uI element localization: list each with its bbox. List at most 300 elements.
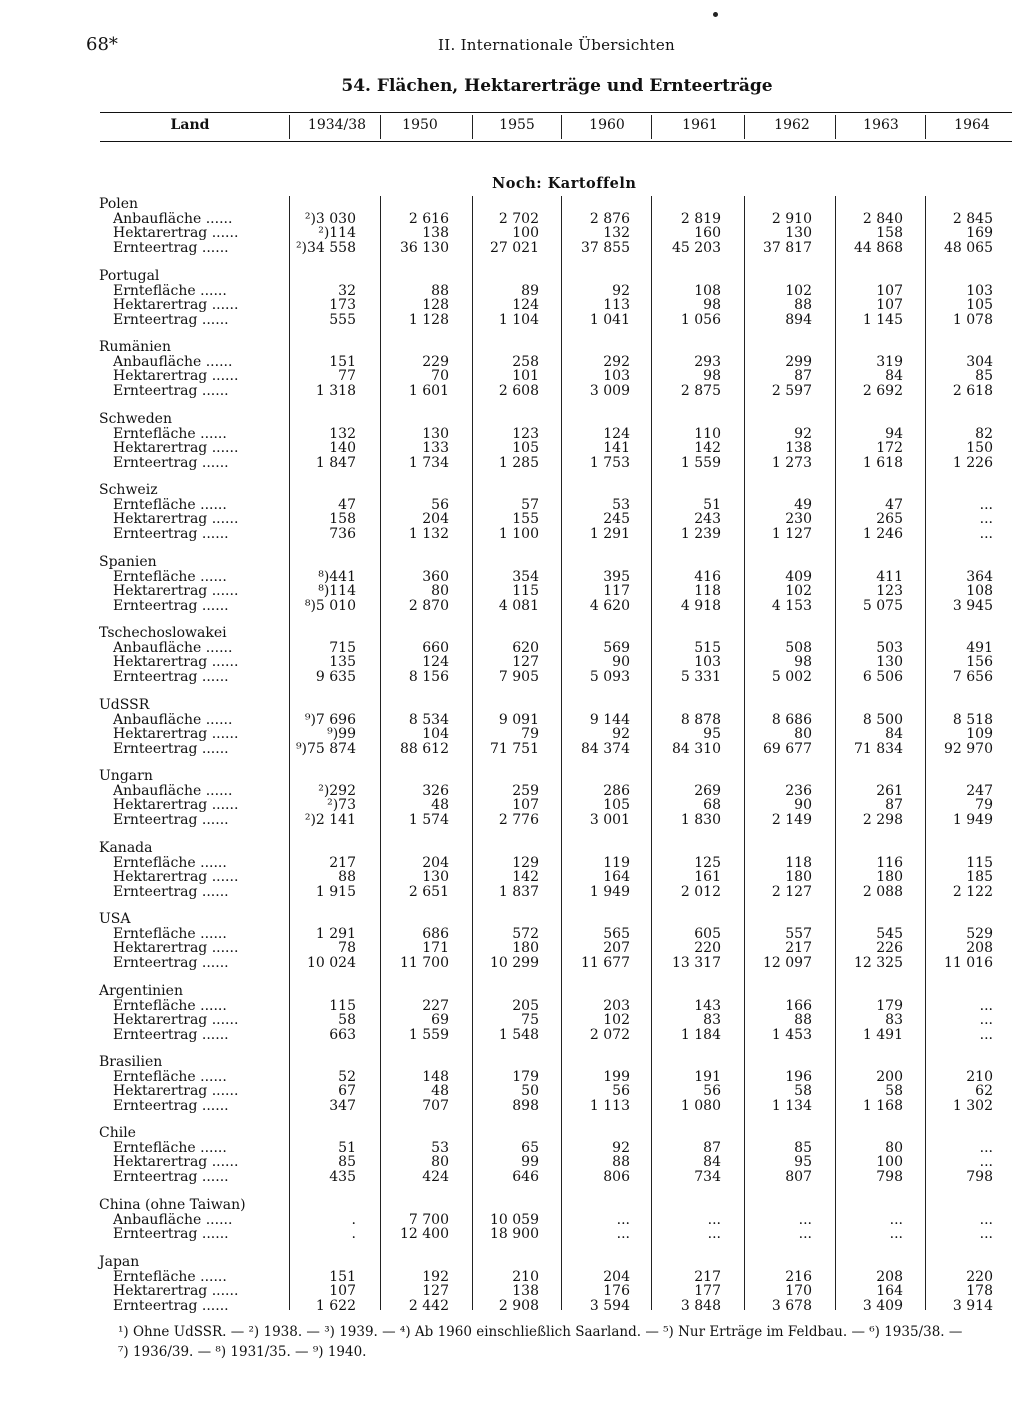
table-cell: 1 184 (680, 1026, 721, 1043)
table-cell: 3 945 (952, 597, 993, 614)
metric-label: Anbaufläche ...... (113, 782, 233, 799)
table-cell: 292 (603, 353, 630, 370)
table-cell: 247 (966, 782, 993, 799)
table-cell: 1 302 (952, 1097, 993, 1114)
header-divider (925, 115, 926, 139)
column-header-year: 1934/38 (307, 117, 367, 133)
table-cell: 409 (785, 568, 812, 585)
table-cell: 806 (603, 1168, 630, 1185)
column-header-year: 1964 (954, 117, 990, 133)
table-cell: 707 (422, 1097, 449, 1114)
table-cell: 364 (966, 568, 993, 585)
table-cell: 286 (603, 782, 630, 799)
table-cell: ²)73 (327, 797, 356, 814)
table-cell: 1 056 (680, 311, 721, 328)
table-cell: 220 (694, 940, 721, 957)
table-cell: 5 093 (589, 668, 630, 685)
table-cell: 99 (521, 1154, 539, 1171)
metric-label: Hektarertrag ...... (113, 511, 239, 528)
table-cell: 243 (694, 511, 721, 528)
footnotes (118, 1322, 1018, 1362)
table-cell: 117 (603, 583, 630, 600)
table-cell: 1 915 (315, 883, 356, 900)
table-cell: 1 132 (408, 525, 449, 542)
table-cell: 100 (512, 225, 539, 242)
table-cell: 360 (422, 568, 449, 585)
table-cell: 84 374 (581, 740, 630, 757)
table-cell: 18 900 (490, 1226, 539, 1243)
table-cell: 191 (694, 1068, 721, 1085)
table-cell: 118 (785, 854, 812, 871)
table-cell: ... (979, 1154, 993, 1171)
metric-label: Hektarertrag ...... (113, 1083, 239, 1100)
column-header-year: 1962 (774, 117, 810, 133)
table-cell: 107 (329, 1283, 356, 1300)
metric-label: Ernteertrag ...... (113, 382, 229, 399)
table-cell: 88 612 (400, 740, 449, 757)
table-cell: 319 (876, 353, 903, 370)
table-cell: 133 (422, 440, 449, 457)
table-cell: 1 246 (862, 525, 903, 542)
table-cell: 10 024 (307, 954, 356, 971)
metric-label: Hektarertrag ...... (113, 225, 239, 242)
table-cell: 87 (794, 368, 812, 385)
table-cell: 8 518 (952, 711, 993, 728)
table-cell: 12 325 (854, 954, 903, 971)
header-divider (380, 115, 381, 139)
header-divider (744, 115, 745, 139)
table-cell: 107 (876, 297, 903, 314)
table-cell: 104 (422, 726, 449, 743)
table-cell: 3 409 (862, 1297, 903, 1314)
table-cell: 503 (876, 639, 903, 656)
table-cell: 87 (885, 797, 903, 814)
table-cell: 92 (612, 726, 630, 743)
table-cell: 180 (876, 869, 903, 886)
table-cell: 2 870 (408, 597, 449, 614)
column-header-land: Land (170, 117, 210, 133)
running-head: II. Internationale Übersichten (438, 36, 675, 54)
table-cell: ... (889, 1211, 903, 1228)
table-cell: 79 (975, 797, 993, 814)
country-name: Tschechoslowakei (99, 625, 227, 641)
country-name: Schweiz (99, 482, 158, 498)
table-cell: 508 (785, 639, 812, 656)
table-cell: 258 (512, 353, 539, 370)
country-name: Spanien (99, 554, 157, 570)
table-cell: 1 273 (771, 454, 812, 471)
table-cell: 236 (785, 782, 812, 799)
table-cell: 1 559 (680, 454, 721, 471)
table-cell: 1 491 (862, 1026, 903, 1043)
table-cell: 245 (603, 511, 630, 528)
metric-label: Erntefläche ...... (113, 496, 227, 513)
table-cell: 51 (703, 496, 721, 513)
table-cell: 2 875 (680, 382, 721, 399)
table-cell: 1 226 (952, 454, 993, 471)
table-cell: 1 574 (408, 811, 449, 828)
table-cell: 67 (338, 1083, 356, 1100)
metric-label: Ernteertrag ...... (113, 311, 229, 328)
metric-label: Hektarertrag ...... (113, 440, 239, 457)
table-cell: 734 (694, 1168, 721, 1185)
country-name: Kanada (99, 840, 153, 856)
table-cell: 105 (603, 797, 630, 814)
table-cell: 646 (512, 1168, 539, 1185)
table-cell: ... (979, 525, 993, 542)
table-cell: 103 (603, 368, 630, 385)
table-cell: 3 001 (589, 811, 630, 828)
table-cell: 1 291 (315, 925, 356, 942)
table-cell: 229 (422, 353, 449, 370)
table-cell: 92 (794, 425, 812, 442)
table-cell: ⁹)7 696 (304, 711, 356, 728)
country-name: Polen (99, 196, 139, 212)
table-cell: 299 (785, 353, 812, 370)
country-name: China (ohne Taiwan) (99, 1197, 246, 1213)
table-cell: 92 (612, 282, 630, 299)
table-cell: 108 (694, 282, 721, 299)
table-cell: 150 (966, 440, 993, 457)
table-cell: ⁸)5 010 (304, 597, 356, 614)
table-cell: 1 041 (589, 311, 630, 328)
table-cell: 79 (521, 726, 539, 743)
table-cell: ... (979, 1139, 993, 1156)
table-cell: 259 (512, 782, 539, 799)
table-cell: 265 (876, 511, 903, 528)
table-cell: 27 021 (490, 239, 539, 256)
table-cell: 515 (694, 639, 721, 656)
metric-label: Erntefläche ...... (113, 854, 227, 871)
table-cell: 10 059 (490, 1211, 539, 1228)
table-cell: 62 (975, 1083, 993, 1100)
table-cell: 2 127 (771, 883, 812, 900)
table-cell: 11 016 (944, 954, 993, 971)
header-divider (561, 115, 562, 139)
table-title: 54. Flächen, Hektarerträge und Ernteerträge (341, 76, 773, 96)
table-cell: 47 (885, 496, 903, 513)
table-cell: 2 088 (862, 883, 903, 900)
table-cell: 565 (603, 925, 630, 942)
table-cell: 80 (431, 1154, 449, 1171)
table-cell: 416 (694, 568, 721, 585)
table-cell: 660 (422, 639, 449, 656)
table-cell: 1 601 (408, 382, 449, 399)
table-cell: 1 128 (408, 311, 449, 328)
footnote-line: ¹) Ohne UdSSR. — ²) 1938. — ³) 1939. — ⁴) Ab 1960 einschließlich Saarland. — ⁵) Nur Erträge im Feldbau. — ⁶) 1935/38. — (118, 1324, 963, 1340)
column-header-year: 1963 (863, 117, 899, 133)
table-cell: 58 (338, 1012, 356, 1029)
table-cell: 663 (329, 1026, 356, 1043)
header-divider (835, 115, 836, 139)
table-cell: 3 594 (589, 1297, 630, 1314)
table-cell: 68 (703, 797, 721, 814)
table-cell: 87 (703, 1139, 721, 1156)
metric-label: Hektarertrag ...... (113, 869, 239, 886)
table-cell: 178 (966, 1283, 993, 1300)
table-cell: 80 (885, 1139, 903, 1156)
table-cell: 2 597 (771, 382, 812, 399)
table-cell: ²)292 (318, 782, 356, 799)
table-cell: 151 (329, 1268, 356, 1285)
table-cell: 2 840 (862, 210, 903, 227)
table-cell: 572 (512, 925, 539, 942)
table-cell: 71 751 (490, 740, 539, 757)
table-cell: 52 (338, 1068, 356, 1085)
footnote-line: ⁷) 1936/39. — ⁸) 1931/35. — ⁹) 1940. (118, 1344, 367, 1360)
table-cell: 83 (885, 1012, 903, 1029)
table-cell: 2 702 (498, 210, 539, 227)
table-cell: 7 656 (952, 668, 993, 685)
table-cell: 92 (612, 1139, 630, 1156)
metric-label: Hektarertrag ...... (113, 1283, 239, 1300)
country-name: Chile (99, 1125, 136, 1141)
column-header-year: 1950 (402, 117, 438, 133)
table-cell: 208 (966, 940, 993, 957)
table-cell: 58 (885, 1083, 903, 1100)
table-cell: 170 (785, 1283, 812, 1300)
table-cell: 4 918 (680, 597, 721, 614)
header-divider (651, 115, 652, 139)
table-cell: 1 318 (315, 382, 356, 399)
table-cell: 69 677 (763, 740, 812, 757)
table-cell: 1 168 (862, 1097, 903, 1114)
table-cell: 5 075 (862, 597, 903, 614)
table-cell: 142 (694, 440, 721, 457)
table-cell: ⁸)441 (318, 568, 356, 585)
table-cell: 435 (329, 1168, 356, 1185)
table-cell: 13 317 (672, 954, 721, 971)
table-cell: 32 (338, 282, 356, 299)
table-cell: 210 (512, 1268, 539, 1285)
table-cell: 166 (785, 997, 812, 1014)
table-cell: 37 855 (581, 239, 630, 256)
table-cell: 143 (694, 997, 721, 1014)
metric-label: Erntefläche ...... (113, 425, 227, 442)
metric-label: Anbaufläche ...... (113, 711, 233, 728)
table-cell: 1 949 (952, 811, 993, 828)
table-cell: 529 (966, 925, 993, 942)
table-cell: 116 (876, 854, 903, 871)
table-cell: 50 (521, 1083, 539, 1100)
table-cell: 557 (785, 925, 812, 942)
table-cell: ... (979, 1226, 993, 1243)
table-cell: 208 (876, 1268, 903, 1285)
column-header-year: 1955 (499, 117, 535, 133)
table-cell: 78 (338, 940, 356, 957)
table-cell: 118 (694, 583, 721, 600)
table-cell: 4 620 (589, 597, 630, 614)
table-cell: 1 113 (589, 1097, 630, 1114)
table-cell: 75 (521, 1012, 539, 1029)
table-cell: 85 (975, 368, 993, 385)
table-cell: 569 (603, 639, 630, 656)
table-cell: 130 (785, 225, 812, 242)
table-cell: 108 (966, 583, 993, 600)
table-cell: 173 (329, 297, 356, 314)
table-cell: 119 (603, 854, 630, 871)
table-cell: 115 (329, 997, 356, 1014)
table-cell: 179 (876, 997, 903, 1014)
table-cell: 169 (966, 225, 993, 242)
table-cell: 124 (512, 297, 539, 314)
table-cell: 180 (512, 940, 539, 957)
metric-label: Hektarertrag ...... (113, 297, 239, 314)
table-cell: 9 144 (589, 711, 630, 728)
table-cell: 894 (785, 311, 812, 328)
table-cell: 2 298 (862, 811, 903, 828)
table-cell: 1 145 (862, 311, 903, 328)
table-cell: 1 080 (680, 1097, 721, 1114)
metric-label: Hektarertrag ...... (113, 726, 239, 743)
table-cell: 77 (338, 368, 356, 385)
table-cell: 180 (785, 869, 812, 886)
table-cell: 12 400 (400, 1226, 449, 1243)
table-cell: 90 (612, 654, 630, 671)
table-cell: 132 (603, 225, 630, 242)
column-header-year: 1961 (682, 117, 718, 133)
table-cell: 3 678 (771, 1297, 812, 1314)
table-cell: 148 (422, 1068, 449, 1085)
table-cell: 102 (785, 583, 812, 600)
table-cell: 261 (876, 782, 903, 799)
table-cell: 1 559 (408, 1026, 449, 1043)
table-cell: 2 608 (498, 382, 539, 399)
table-cell: 84 310 (672, 740, 721, 757)
table-cell: 217 (785, 940, 812, 957)
metric-label: Erntefläche ...... (113, 925, 227, 942)
metric-label: Ernteertrag ...... (113, 239, 229, 256)
table-cell: 1 753 (589, 454, 630, 471)
table-cell: 88 (338, 869, 356, 886)
table-cell: 158 (329, 511, 356, 528)
table-cell: 424 (422, 1168, 449, 1185)
table-cell: 58 (794, 1083, 812, 1100)
table-cell: 115 (512, 583, 539, 600)
metric-label: Erntefläche ...... (113, 1268, 227, 1285)
table-cell: 53 (431, 1139, 449, 1156)
table-cell: 155 (512, 511, 539, 528)
table-cell: 158 (876, 225, 903, 242)
table-cell: 105 (512, 440, 539, 457)
table-cell: 45 203 (672, 239, 721, 256)
table-cell: 2 072 (589, 1026, 630, 1043)
table-cell: 80 (431, 583, 449, 600)
table-cell: 8 500 (862, 711, 903, 728)
table-cell: 2 776 (498, 811, 539, 828)
column-header-year: 1960 (589, 117, 625, 133)
table-cell: 102 (785, 282, 812, 299)
metric-label: Ernteertrag ...... (113, 597, 229, 614)
metric-label: Hektarertrag ...... (113, 797, 239, 814)
table-cell: 125 (694, 854, 721, 871)
table-cell: 2 149 (771, 811, 812, 828)
table-cell: ... (798, 1226, 812, 1243)
table-cell: 5 331 (680, 668, 721, 685)
table-cell: 2 876 (589, 210, 630, 227)
table-cell: 51 (338, 1139, 356, 1156)
table-cell: 171 (422, 940, 449, 957)
metric-label: Anbaufläche ...... (113, 1211, 233, 1228)
table-cell: 798 (966, 1168, 993, 1185)
table-cell: 107 (876, 282, 903, 299)
table-cell: 200 (876, 1068, 903, 1085)
table-cell: 127 (422, 1283, 449, 1300)
table-cell: 10 299 (490, 954, 539, 971)
table-cell: 807 (785, 1168, 812, 1185)
table-cell: 1 548 (498, 1026, 539, 1043)
metric-label: Ernteertrag ...... (113, 954, 229, 971)
table-cell: 130 (422, 869, 449, 886)
table-cell: 736 (329, 525, 356, 542)
table-cell: 2 616 (408, 210, 449, 227)
table-cell: ... (979, 1012, 993, 1029)
table-cell: 102 (603, 1012, 630, 1029)
table-cell: . (351, 1211, 356, 1228)
table-cell: 491 (966, 639, 993, 656)
country-name: Portugal (99, 268, 160, 284)
table-cell: 83 (703, 1012, 721, 1029)
table-cell: 1 100 (498, 525, 539, 542)
metric-label: Ernteertrag ...... (113, 1297, 229, 1314)
table-cell: 227 (422, 997, 449, 1014)
table-cell: 395 (603, 568, 630, 585)
table-cell: 103 (694, 654, 721, 671)
table-cell: 3 009 (589, 382, 630, 399)
table-cell: 56 (612, 1083, 630, 1100)
table-cell: 135 (329, 654, 356, 671)
table-cell: 207 (603, 940, 630, 957)
table-cell: 176 (603, 1283, 630, 1300)
table-cell: ⁹)75 874 (295, 740, 356, 757)
table-cell: 138 (512, 1283, 539, 1300)
table-cell: 210 (966, 1068, 993, 1085)
table-cell: 71 834 (854, 740, 903, 757)
table-cell: 1 618 (862, 454, 903, 471)
table-cell: 109 (966, 726, 993, 743)
table-cell: ... (979, 997, 993, 1014)
table-cell: 354 (512, 568, 539, 585)
metric-label: Hektarertrag ...... (113, 368, 239, 385)
table-cell: 1 104 (498, 311, 539, 328)
table-cell: 2 122 (952, 883, 993, 900)
table-cell: 216 (785, 1268, 812, 1285)
table-cell: 98 (794, 654, 812, 671)
table-cell: 82 (975, 425, 993, 442)
table-cell: ... (616, 1211, 630, 1228)
table-cell: 161 (694, 869, 721, 886)
table-cell: 7 905 (498, 668, 539, 685)
metric-label: Erntefläche ...... (113, 997, 227, 1014)
table-cell: 65 (521, 1139, 539, 1156)
table-cell: 151 (329, 353, 356, 370)
table-cell: 1 830 (680, 811, 721, 828)
table-cell: 2 442 (408, 1297, 449, 1314)
table-cell: 226 (876, 940, 903, 957)
table-cell: ... (707, 1211, 721, 1228)
table-cell: . (351, 1226, 356, 1243)
table-cell: 123 (512, 425, 539, 442)
table-cell: 1 453 (771, 1026, 812, 1043)
table-cell: 217 (329, 854, 356, 871)
table-cell: 293 (694, 353, 721, 370)
table-cell: 48 (431, 1083, 449, 1100)
table-cell: 44 868 (854, 239, 903, 256)
table-cell: 898 (512, 1097, 539, 1114)
table-cell: 179 (512, 1068, 539, 1085)
table-cell: 205 (512, 997, 539, 1014)
table-cell: 545 (876, 925, 903, 942)
